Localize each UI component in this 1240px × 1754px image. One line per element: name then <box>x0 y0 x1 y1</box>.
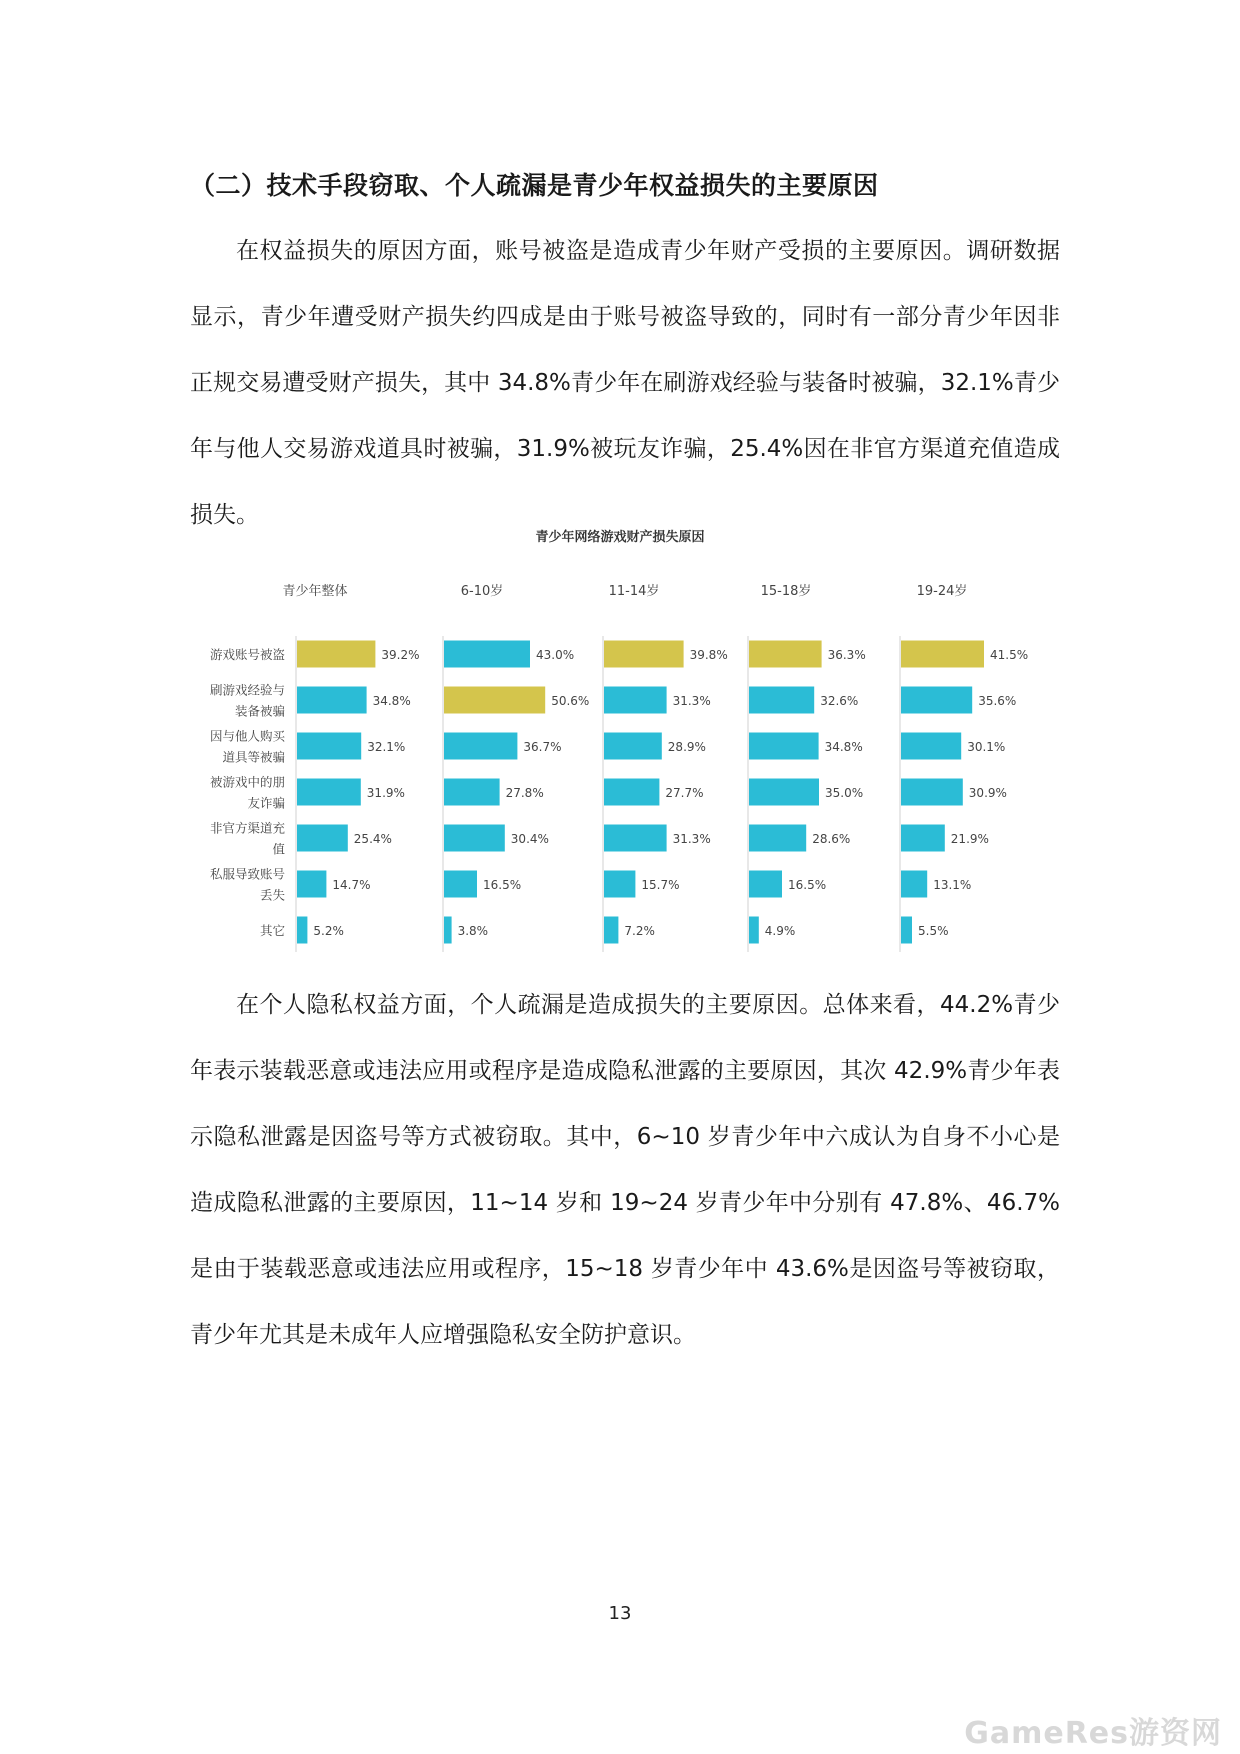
panel-header-2: 6-10岁 <box>460 584 504 599</box>
data-label-panel-5-row-2: 35.6% <box>978 694 1017 708</box>
bar-panel-4-row-6 <box>749 871 782 898</box>
data-label-panel-3-row-1: 39.8% <box>689 648 728 662</box>
bar-panel-4-row-2 <box>749 687 814 714</box>
bar-panel-2-row-3 <box>444 733 517 760</box>
panel-header-5: 19-24岁 <box>916 584 968 599</box>
data-label-panel-1-row-2: 34.8% <box>372 694 411 708</box>
data-label-panel-3-row-4: 27.7% <box>665 786 704 800</box>
bar-panel-3-row-6 <box>604 871 635 898</box>
category-label-6-line-2: 丢失 <box>259 887 285 903</box>
bar-panel-3-row-4 <box>604 779 659 806</box>
page-number: 13 <box>608 1603 632 1624</box>
data-label-panel-3-row-6: 15.7% <box>641 878 680 892</box>
category-label-2-line-1: 刷游戏经验与 <box>209 682 285 698</box>
data-label-panel-2-row-2: 50.6% <box>551 694 590 708</box>
data-label-panel-4-row-2: 32.6% <box>820 694 859 708</box>
bar-panel-5-row-7 <box>901 917 912 944</box>
bar-panel-5-row-5 <box>901 825 945 852</box>
bar-panel-5-row-4 <box>901 779 963 806</box>
bar-panel-1-row-6 <box>297 871 326 898</box>
data-label-panel-5-row-5: 21.9% <box>950 832 989 846</box>
data-label-panel-3-row-2: 31.3% <box>672 694 711 708</box>
category-label-5-line-2: 值 <box>272 841 285 857</box>
panel-header-4: 15-18岁 <box>760 584 812 599</box>
category-label-3-line-1: 因与他人购买 <box>209 728 285 744</box>
bar-panel-2-row-6 <box>444 871 477 898</box>
bar-panel-4-row-1 <box>749 641 822 668</box>
bar-panel-2-row-4 <box>444 779 500 806</box>
data-label-panel-1-row-6: 14.7% <box>332 878 371 892</box>
bar-panel-1-row-7 <box>297 917 307 944</box>
data-label-panel-4-row-4: 35.0% <box>825 786 864 800</box>
category-label-4-line-2: 友诈骗 <box>247 795 285 811</box>
section-heading: （二）技术手段窃取、个人疏漏是青少年权益损失的主要原因 <box>190 171 879 200</box>
data-label-panel-4-row-5: 28.6% <box>812 832 851 846</box>
body-paragraph-1: 在权益损失的原因方面，账号被盗是造成青少年财产受损的主要原因。调研数据显示，青少年遭受财产损失约四成是由于账号被盗导致的，同时有一部分青少年因非正规交易遭受财产损失，其中 34.8%青少年在刷游戏经验与装备时被骗，32.1%青少年与他人交易游戏道具时被骗，31.9%被玩友诈骗，25.4%因在非官方渠道充值造成损失。 <box>190 238 1060 528</box>
bar-panel-2-row-2 <box>444 687 545 714</box>
bar-panel-3-row-5 <box>604 825 667 852</box>
category-label-3-line-2: 道具等被骗 <box>222 749 285 765</box>
bar-panel-5-row-3 <box>901 733 961 760</box>
bar-panel-5-row-6 <box>901 871 927 898</box>
bar-panel-1-row-2 <box>297 687 367 714</box>
data-label-panel-3-row-3: 28.9% <box>667 740 706 754</box>
data-label-panel-1-row-5: 25.4% <box>353 832 392 846</box>
bar-panel-3-row-3 <box>604 733 662 760</box>
data-label-panel-4-row-6: 16.5% <box>788 878 827 892</box>
data-label-panel-5-row-4: 30.9% <box>968 786 1007 800</box>
bar-panel-3-row-2 <box>604 687 667 714</box>
panel-header-1: 青少年整体 <box>282 584 348 599</box>
bar-panel-3-row-1 <box>604 641 684 668</box>
data-label-panel-2-row-3: 36.7% <box>523 740 562 754</box>
category-label-4-line-1: 被游戏中的朋 <box>209 774 285 790</box>
data-label-panel-1-row-4: 31.9% <box>366 786 405 800</box>
data-label-panel-2-row-4: 27.8% <box>505 786 544 800</box>
data-label-panel-1-row-7: 5.2% <box>313 924 344 938</box>
bar-panel-3-row-7 <box>604 917 618 944</box>
data-label-panel-5-row-6: 13.1% <box>933 878 972 892</box>
category-label-6-line-1: 私服导致账号 <box>209 866 285 882</box>
data-label-panel-3-row-5: 31.3% <box>672 832 711 846</box>
bar-panel-4-row-3 <box>749 733 819 760</box>
data-label-panel-2-row-6: 16.5% <box>483 878 522 892</box>
bar-panel-4-row-4 <box>749 779 819 806</box>
watermark: GameRes游资网 <box>964 1716 1222 1751</box>
data-label-panel-4-row-1: 36.3% <box>827 648 866 662</box>
category-label-1: 游戏账号被盗 <box>209 647 285 662</box>
bar-panel-1-row-3 <box>297 733 361 760</box>
data-label-panel-3-row-7: 7.2% <box>624 924 655 938</box>
data-label-panel-5-row-7: 5.5% <box>918 924 949 938</box>
category-label-5-line-1: 非官方渠道充 <box>209 820 285 836</box>
bar-panel-4-row-7 <box>749 917 759 944</box>
data-label-panel-2-row-1: 43.0% <box>536 648 575 662</box>
bar-panel-1-row-5 <box>297 825 348 852</box>
data-label-panel-4-row-3: 34.8% <box>824 740 863 754</box>
bar-panel-2-row-7 <box>444 917 452 944</box>
data-label-panel-4-row-7: 4.9% <box>764 924 796 938</box>
data-label-panel-1-row-3: 32.1% <box>367 740 406 754</box>
category-label-2-line-2: 装备被骗 <box>234 703 285 719</box>
panel-header-3: 11-14岁 <box>608 584 660 599</box>
bar-panel-1-row-1 <box>297 641 375 668</box>
bar-panel-2-row-1 <box>444 641 530 668</box>
chart-title: 青少年网络游戏财产损失原因 <box>535 530 705 545</box>
data-label-panel-2-row-7: 3.8% <box>457 924 489 938</box>
body-paragraph-2: 在个人隐私权益方面，个人疏漏是造成损失的主要原因。总体来看，44.2%青少年表示装载恶意或违法应用或程序是造成隐私泄露的主要原因，其次 42.9%青少年表示隐私泄露是因盗号等方式被窃取。其中，6~10 岁青少年中六成认为自身不小心是造成隐私泄露的主要原因，11~14 岁和 19~24 岁青少年中分别有 47.8%、46.7%是由于装载恶意或违法应用或程序，15~18 岁青少年中 43.6%是因盗号等被窃取，青少年尤其是未成年人应增强隐私安全防护意识。 <box>190 992 1060 1348</box>
bar-panel-1-row-4 <box>297 779 361 806</box>
data-label-panel-1-row-1: 39.2% <box>381 648 420 662</box>
data-label-panel-5-row-3: 30.1% <box>967 740 1006 754</box>
bar-panel-4-row-5 <box>749 825 806 852</box>
bar-panel-5-row-1 <box>901 641 984 668</box>
bar-panel-2-row-5 <box>444 825 505 852</box>
bar-panel-5-row-2 <box>901 687 972 714</box>
data-label-panel-5-row-1: 41.5% <box>990 648 1029 662</box>
data-label-panel-2-row-5: 30.4% <box>510 832 549 846</box>
category-label-7: 其它 <box>259 923 285 938</box>
